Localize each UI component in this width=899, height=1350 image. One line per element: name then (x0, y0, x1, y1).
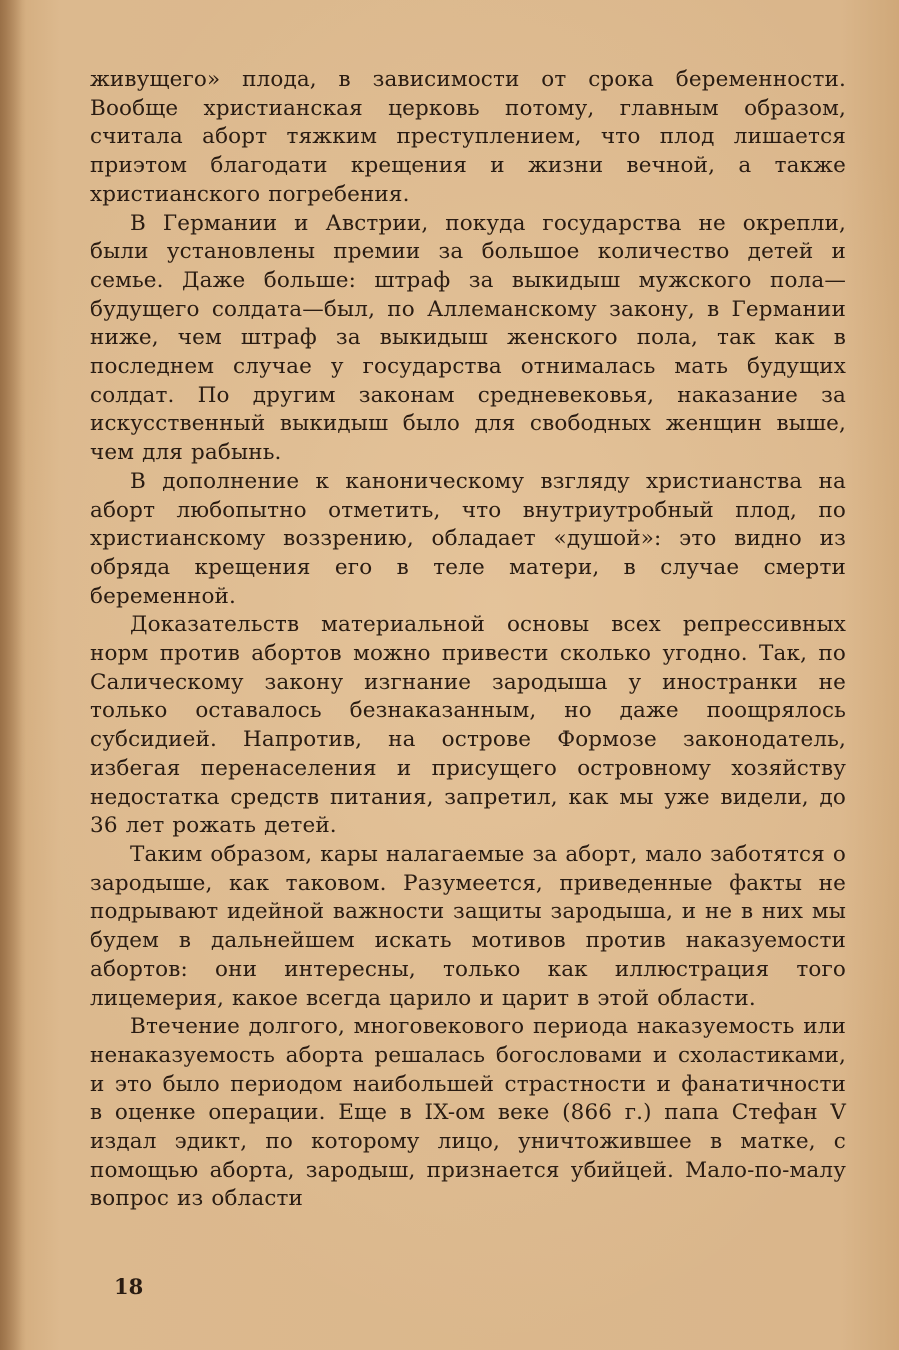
paragraph-1: живущего» плода, в зависимости от срока беременности. Вообще христианская церковь потому, главным образом, считала аборт тяжким преступлением, что плод лишается приэтом благодати крещения и жизни вечной, а также христианского погребения. (90, 67, 846, 207)
page-text (90, 66, 846, 1214)
paragraph-2: В Германии и Австрии, покуда государства не окрепли, были установлены премии за большое количество детей и семье. Даже больше: штраф за выкидыш мужского пола—будущего солдата—был, по Аллеманскому закону, в Германии ниже, чем штраф за выкидыш женского пола, так как в последнем случае у государства отнималась мать будущих солдат. По другим законам средневековья, наказание за искусственный выкидыш было для свободных женщин выше, чем для рабынь. (90, 210, 846, 466)
paragraph-6: Втечение долгого, многовекового периода наказуемость или ненаказуемость аборта решалась богословами и схоластиками, и это было периодом наибольшей страстности и фанатичности в оценке операции. Еще в IX-ом веке (866 г.) папа Стефан V издал эдикт, по которому лицо, уничтожившее в матке, с помощью аборта, зародыш, признается убийцей. Мало-по-малу вопрос из области (90, 1014, 846, 1212)
page-number: 18 (114, 1274, 144, 1299)
paragraph-5: Таким образом, кары налагаемые за аборт, мало заботятся о зародыше, как таковом. Разумеется, приведенные факты не подрывают идейной важности защиты зародыша, и не в них мы будем в дальнейшем искать мотивов против наказуемости абортов: они интересны, только как иллюстрация того лицемерия, какое всегда царило и царит в этой области. (90, 841, 846, 1011)
paragraph-4: Доказательств материальной основы всех репрессивных норм против абортов можно привести сколько угодно. Так, по Салическому закону изгнание зародыша у иностранки не только оставалось безнаказанным, но даже поощрялось субсидией. Напротив, на острове Формозе законодатель, избегая перенаселения и присущего островному хозяйству недостатка средств питания, запретил, как мы уже видели, до 36 лет рожать детей. (90, 612, 846, 839)
paragraph-3: В дополнение к каноническому взгляду христианства на аборт любопытно отметить, что внутриутробный плод, по христианскому воззрению, обладает «душой»: это видно из обряда крещения его в теле матери, в случае смерти беременной. (90, 468, 846, 609)
